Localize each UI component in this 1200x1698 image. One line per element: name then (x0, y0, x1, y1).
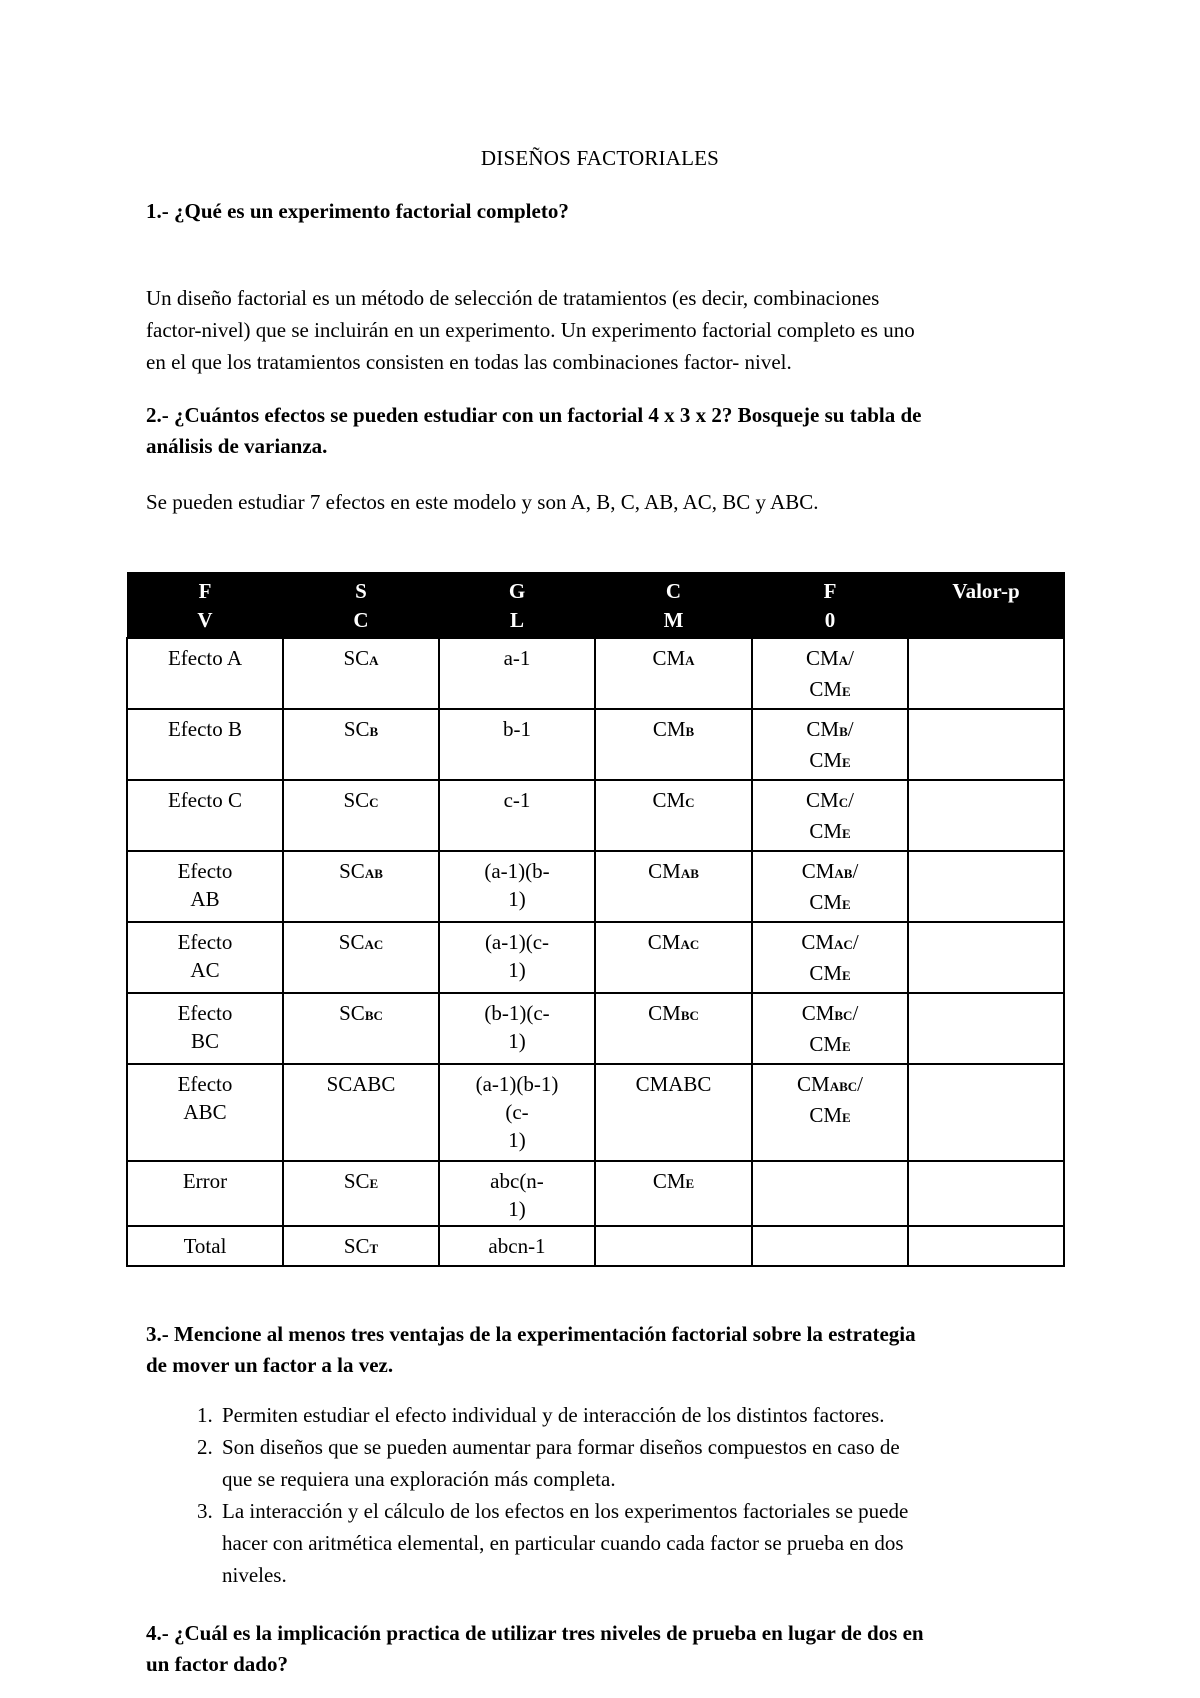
cell-source (127, 1064, 283, 1161)
symbol-tail: / (857, 1072, 863, 1096)
cell-degrees-freedom (439, 780, 595, 851)
advantage-item (218, 1399, 1118, 1431)
cell-text: AC (190, 958, 220, 982)
cell-p-value (908, 922, 1064, 993)
cell-text: AB (190, 887, 220, 911)
symbol-base: CM (648, 1001, 681, 1025)
header-text: F (198, 579, 212, 603)
cell-text (288, 786, 434, 817)
cell-text: 1) (508, 1128, 526, 1152)
symbol-subscript: BC (364, 1008, 383, 1023)
anova-body (127, 638, 1064, 1266)
advantage-line: 3. La interacción y el cálculo de los efectos en los experimentos factoriales se puede (222, 1499, 909, 1523)
cell-text: BC (190, 1029, 219, 1053)
cell-mean-square (595, 1161, 752, 1226)
cell-text: Efecto (177, 1001, 233, 1025)
symbol-base: SC (343, 646, 370, 670)
header-text: G (508, 579, 526, 603)
cell-text: Efecto (177, 859, 233, 883)
cell-text: a-1 (503, 646, 531, 670)
symbol-base: CM (809, 961, 842, 985)
symbol-base: CM (648, 859, 681, 883)
symbol-tail: / (852, 1001, 859, 1025)
cell-f-statistic (752, 993, 908, 1064)
answer-2: Se pueden estudiar 7 efectos en este modelo y son A, B, C, AB, AC, BC y ABC. (146, 490, 819, 514)
cell-text (600, 928, 747, 959)
cell-text: Efecto A (167, 646, 243, 670)
answer-1-line: factor-nivel) que se incluirán en un experimento. Un experimento factorial completo es uno (146, 318, 915, 342)
cell-text (757, 675, 903, 706)
cell-f-statistic (752, 780, 908, 851)
symbol-subscript: C (685, 795, 695, 810)
symbol-base: CM (652, 1169, 686, 1193)
symbol-base: SC (343, 1169, 370, 1193)
cell-p-value (908, 709, 1064, 780)
cell-text: Efecto (177, 1072, 233, 1096)
symbol-subscript: A (685, 653, 695, 668)
cell-source (127, 851, 283, 922)
cell-text (757, 959, 903, 990)
cell-f-statistic (752, 851, 908, 922)
answer-1-line: en el que los tratamientos consisten en todas las combinaciones factor- nivel. (146, 350, 792, 374)
symbol-subscript: ABC (829, 1079, 858, 1094)
cell-text (600, 786, 747, 817)
cell-mean-square (595, 1226, 752, 1266)
question-3 (146, 1319, 1066, 1381)
cell-sum-squares (283, 780, 439, 851)
question-4 (146, 1618, 1066, 1680)
header-text: L (509, 608, 524, 632)
cell-text: abcn-1 (488, 1234, 546, 1258)
cell-text: 1) (508, 1029, 526, 1053)
cell-degrees-freedom (439, 993, 595, 1064)
cell-source (127, 780, 283, 851)
cell-degrees-freedom (439, 1064, 595, 1161)
symbol-base: CM (806, 788, 839, 812)
symbol-subscript: AB (834, 866, 853, 881)
symbol-base: CM (801, 859, 835, 883)
cell-degrees-freedom (439, 638, 595, 709)
header-cell (283, 573, 439, 639)
symbol-subscript: A (838, 653, 849, 668)
symbol-subscript: E (842, 826, 851, 841)
cell-p-value (908, 638, 1064, 709)
header-text: M (663, 608, 684, 632)
symbol-base: CM (809, 1103, 842, 1127)
header-text (913, 606, 1060, 635)
header-text: 0 (824, 608, 836, 632)
cell-mean-square (595, 1064, 752, 1161)
question-4-line: un factor dado? (146, 1652, 288, 1676)
cell-mean-square (595, 638, 752, 709)
cell-text: 1) (508, 1197, 526, 1221)
advantage-line: 1. Permiten estudiar el efecto individual y de interacción de los distintos factores. (222, 1403, 885, 1427)
answer-1-line: Un diseño factorial es un método de selección de tratamientos (es decir, combinaciones (146, 286, 880, 310)
anova-row (127, 993, 1064, 1064)
cell-degrees-freedom (439, 851, 595, 922)
cell-text: b-1 (503, 717, 531, 741)
cell-text (288, 644, 434, 675)
header-text: Valor-p (952, 579, 1020, 603)
cell-f-statistic (752, 1161, 908, 1226)
symbol-base: SC (338, 930, 365, 954)
anova-row (127, 851, 1064, 922)
cell-text (288, 715, 434, 746)
symbol-base: SC (343, 717, 370, 741)
cell-degrees-freedom (439, 709, 595, 780)
cell-mean-square (595, 993, 752, 1064)
symbol-subscript: C (838, 795, 849, 810)
cell-f-statistic (752, 709, 908, 780)
cell-text (757, 1030, 903, 1061)
symbol-subscript: A (369, 653, 379, 668)
cell-source (127, 922, 283, 993)
cell-degrees-freedom (439, 1161, 595, 1226)
cell-text (288, 1070, 434, 1098)
anova-table (126, 572, 1065, 1267)
anova-row (127, 1161, 1064, 1226)
symbol-base: CMABC (635, 1072, 712, 1096)
symbol-tail: / (852, 930, 859, 954)
cell-mean-square (595, 709, 752, 780)
question-3-line: 3.- Mencione al menos tres ventajas de la experimentación factorial sobre la estrategia (146, 1322, 916, 1346)
advantage-line: hacer con aritmética elemental, en particular cuando cada factor se prueba en dos (222, 1531, 904, 1555)
symbol-subscript: BC (834, 1008, 853, 1023)
cell-text: 1) (508, 887, 526, 911)
symbol-base: CM (652, 717, 686, 741)
cell-text (757, 715, 903, 746)
cell-sum-squares (283, 993, 439, 1064)
symbol-subscript: AB (364, 866, 383, 881)
cell-mean-square (595, 922, 752, 993)
symbol-subscript: B (369, 724, 379, 739)
cell-text (757, 1070, 903, 1101)
cell-text (757, 928, 903, 959)
cell-text: (a-1)(b-1) (475, 1072, 559, 1096)
symbol-base: SC (343, 1234, 370, 1258)
symbol-base: CM (652, 788, 686, 812)
symbol-base: SC (339, 859, 365, 883)
symbol-subscript: BC (680, 1008, 699, 1023)
symbol-base: CM (809, 819, 842, 843)
cell-text (288, 999, 434, 1030)
symbol-subscript: C (369, 795, 379, 810)
cell-text: (c- (505, 1100, 529, 1124)
question-3-line: de mover un factor a la vez. (146, 1353, 394, 1377)
cell-text: Total (183, 1234, 227, 1258)
cell-p-value (908, 993, 1064, 1064)
advantages-list (146, 1399, 1118, 1591)
cell-text: Error (182, 1169, 228, 1193)
cell-sum-squares (283, 1226, 439, 1266)
cell-source (127, 993, 283, 1064)
header-text: C (665, 579, 682, 603)
cell-source (127, 1161, 283, 1226)
cell-text: (a-1)(c- (484, 930, 550, 954)
advantage-line: niveles. (222, 1563, 287, 1587)
symbol-base: CM (809, 677, 842, 701)
cell-text (288, 857, 434, 888)
advantage-item (218, 1495, 1118, 1591)
header-cell (908, 573, 1064, 639)
cell-text (757, 644, 903, 675)
anova-row (127, 922, 1064, 993)
cell-sum-squares (283, 1161, 439, 1226)
symbol-base: CM (806, 646, 839, 670)
cell-p-value (908, 1226, 1064, 1266)
cell-f-statistic (752, 922, 908, 993)
symbol-subscript: AC (364, 937, 384, 952)
answer-1 (146, 282, 1076, 378)
cell-text: (b-1)(c- (484, 1001, 550, 1025)
symbol-tail: / (847, 717, 854, 741)
cell-text (757, 888, 903, 919)
advantage-item (218, 1431, 1118, 1495)
cell-text (288, 1232, 434, 1263)
question-2-line: análisis de varianza. (146, 434, 328, 458)
cell-mean-square (595, 780, 752, 851)
cell-text (757, 817, 903, 848)
cell-f-statistic (752, 1226, 908, 1266)
symbol-base: CM (797, 1072, 830, 1096)
symbol-subscript: E (842, 1110, 851, 1125)
question-4-line: 4.- ¿Cuál es la implicación practica de utilizar tres niveles de prueba en lugar de dos en (146, 1621, 924, 1645)
question-2-line: 2.- ¿Cuántos efectos se pueden estudiar con un factorial 4 x 3 x 2? Bosqueje su tabla de (146, 403, 922, 427)
cell-text (288, 1167, 434, 1198)
header-cell (127, 573, 283, 639)
header-cell (439, 573, 595, 639)
cell-sum-squares (283, 922, 439, 993)
symbol-tail: / (852, 859, 859, 883)
cell-sum-squares (283, 851, 439, 922)
anova-row (127, 1064, 1064, 1161)
anova-row (127, 780, 1064, 851)
cell-text: ABC (183, 1100, 227, 1124)
advantage-line: 2. Son diseños que se pueden aumentar para formar diseños compuestos en caso de (222, 1435, 900, 1459)
question-1: 1.- ¿Qué es un experimento factorial completo? (146, 199, 569, 223)
symbol-tail: / (848, 646, 854, 670)
cell-text (600, 857, 747, 888)
cell-text: c-1 (503, 788, 531, 812)
cell-text (757, 999, 903, 1030)
cell-source (127, 1226, 283, 1266)
symbol-subscript: E (685, 1176, 695, 1191)
cell-sum-squares (283, 638, 439, 709)
cell-text: abc(n- (490, 1169, 544, 1193)
cell-f-statistic (752, 638, 908, 709)
cell-p-value (908, 851, 1064, 922)
symbol-subscript: E (842, 897, 851, 912)
cell-mean-square (595, 851, 752, 922)
symbol-subscript: B (839, 724, 848, 739)
cell-degrees-freedom (439, 922, 595, 993)
header-text: F (823, 579, 837, 603)
advantage-line: que se requiera una exploración más completa. (222, 1467, 616, 1491)
symbol-subscript: E (842, 1039, 851, 1054)
cell-p-value (908, 1161, 1064, 1226)
symbol-subscript: E (842, 968, 851, 983)
cell-text (600, 999, 747, 1030)
symbol-base: CM (801, 1001, 835, 1025)
cell-text (757, 1101, 903, 1132)
cell-p-value (908, 1064, 1064, 1161)
header-text: C (353, 608, 369, 632)
anova-row (127, 709, 1064, 780)
symbol-base: CM (647, 930, 681, 954)
header-text: V (197, 608, 213, 632)
cell-text (757, 857, 903, 888)
anova-header-row (127, 573, 1064, 639)
anova-row (127, 1226, 1064, 1266)
symbol-subscript: E (369, 1176, 379, 1191)
cell-text: Efecto C (167, 788, 243, 812)
cell-p-value (908, 780, 1064, 851)
symbol-base: CM (801, 930, 835, 954)
cell-source (127, 709, 283, 780)
cell-f-statistic (752, 1064, 908, 1161)
cell-sum-squares (283, 709, 439, 780)
symbol-tail: / (848, 788, 854, 812)
cell-text: (a-1)(b- (484, 859, 550, 883)
header-cell (752, 573, 908, 639)
symbol-base: CM (652, 646, 686, 670)
document-title: DISEÑOS FACTORIALES (480, 146, 720, 170)
symbol-subscript: AC (834, 937, 853, 952)
symbol-base: SC (339, 1001, 365, 1025)
header-cell (595, 573, 752, 639)
cell-text (600, 644, 747, 675)
cell-source (127, 638, 283, 709)
cell-text (757, 746, 903, 777)
symbol-subscript: B (685, 724, 695, 739)
cell-degrees-freedom (439, 1226, 595, 1266)
question-2 (146, 400, 1066, 462)
anova-row (127, 638, 1064, 709)
cell-text (757, 786, 903, 817)
cell-text: 1) (508, 958, 526, 982)
symbol-subscript: E (842, 684, 851, 699)
symbol-base: CM (806, 717, 840, 741)
symbol-subscript: AC (680, 937, 700, 952)
symbol-subscript: E (842, 755, 851, 770)
symbol-base: SC (343, 788, 370, 812)
cell-text: Efecto B (167, 717, 243, 741)
cell-text (600, 1070, 747, 1098)
symbol-subscript: T (369, 1241, 379, 1256)
cell-text (600, 1167, 747, 1198)
cell-text: Efecto (177, 930, 233, 954)
cell-sum-squares (283, 1064, 439, 1161)
cell-text (288, 928, 434, 959)
header-text: S (355, 579, 367, 603)
symbol-base: SCABC (326, 1072, 396, 1096)
cell-text (600, 715, 747, 746)
symbol-subscript: AB (680, 866, 699, 881)
symbol-base: CM (809, 748, 842, 772)
symbol-base: CM (809, 890, 842, 914)
symbol-base: CM (809, 1032, 842, 1056)
